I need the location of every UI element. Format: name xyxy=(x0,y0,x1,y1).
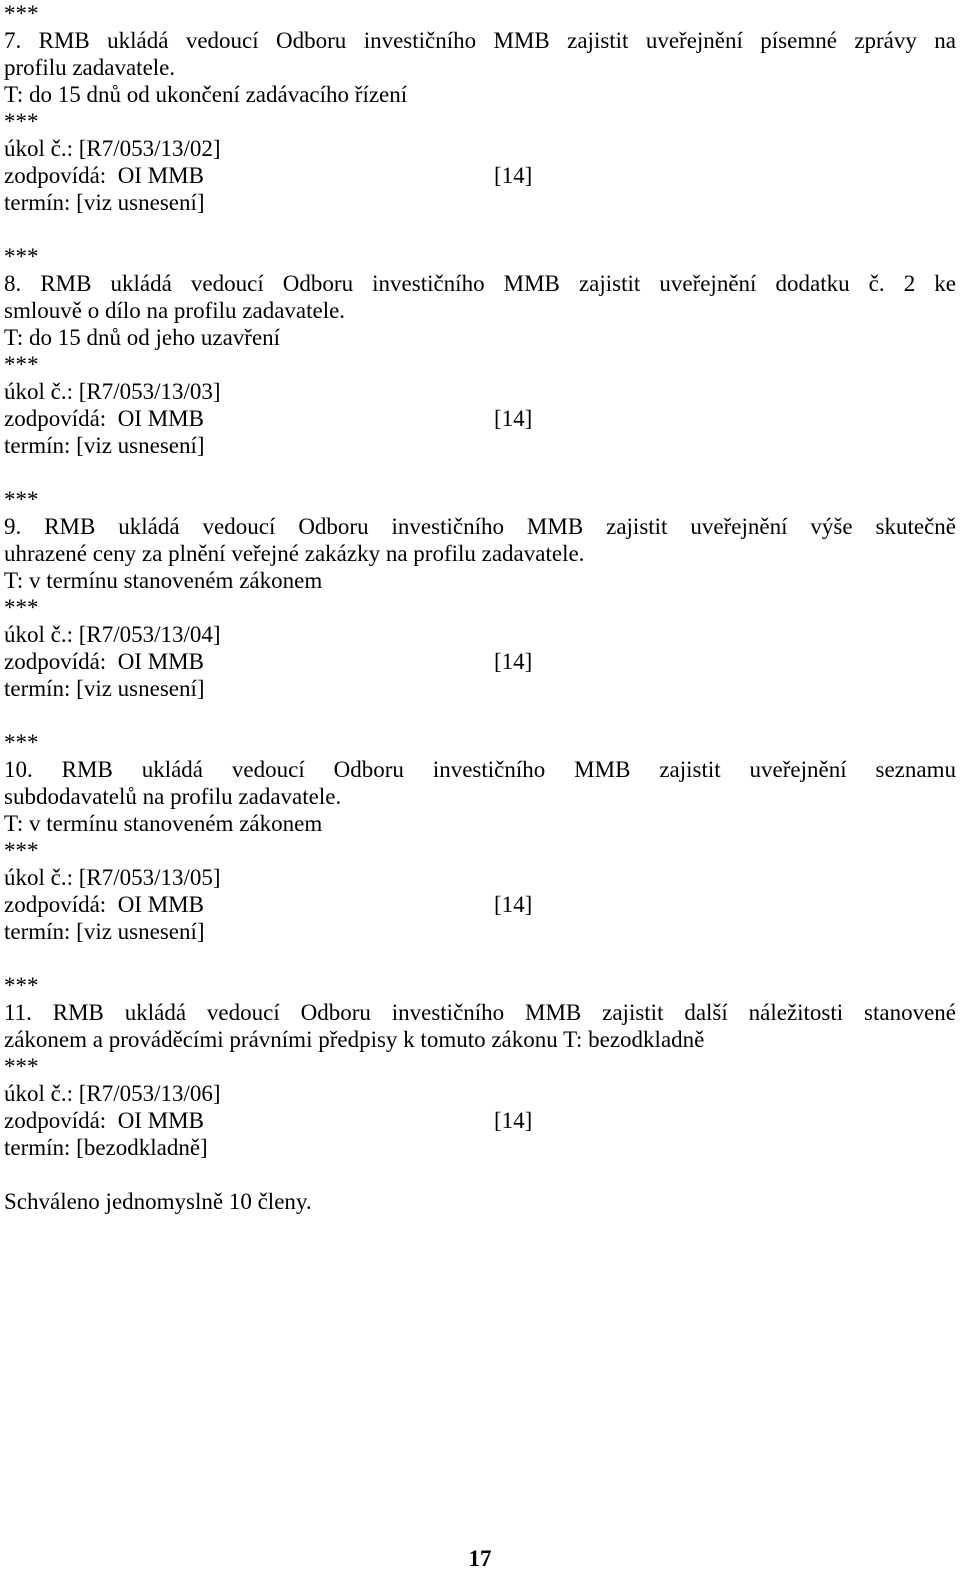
item-text-line-1: 10. RMB ukládá vedoucí Odboru investičního MMB zajistit uveřejnění seznamu xyxy=(4,757,956,782)
item-deadline: T: v termínu stanoveném zákonem xyxy=(4,811,323,836)
task-number: úkol č.: [R7/053/13/06] xyxy=(4,1081,221,1106)
responsible: zodpovídá: OI MMB xyxy=(4,1108,204,1133)
responsible-row xyxy=(4,405,956,432)
separator-marker: *** xyxy=(4,109,39,134)
item-text-line-1: 8. RMB ukládá vedoucí Odboru investičního MMB zajistit uveřejnění dodatku č. 2 ke xyxy=(4,271,956,296)
item-text-line-2: subdodavatelů na profilu zadavatele. xyxy=(4,784,342,809)
term: termín: [viz usnesení] xyxy=(4,919,205,944)
responsible-row xyxy=(4,162,956,189)
item-text-line-1: 11. RMB ukládá vedoucí Odboru investičního MMB zajistit další náležitosti stanovené xyxy=(4,1000,956,1025)
responsible: zodpovídá: OI MMB xyxy=(4,163,204,188)
term: termín: [bezodkladně] xyxy=(4,1135,208,1160)
task-number: úkol č.: [R7/053/13/02] xyxy=(4,136,221,161)
responsible-row xyxy=(4,648,956,675)
item-deadline: T: v termínu stanoveném zákonem xyxy=(4,568,323,593)
task-number: úkol č.: [R7/053/13/04] xyxy=(4,622,221,647)
item-text-line-1: 7. RMB ukládá vedoucí Odboru investičního MMB zajistit uveřejnění písemné zprávy na xyxy=(4,28,956,53)
responsible-row xyxy=(4,891,956,918)
separator-marker: *** xyxy=(4,1054,39,1079)
item-text-line-1: 9. RMB ukládá vedoucí Odboru investičního MMB zajistit uveřejnění výše skutečně xyxy=(4,514,956,539)
item-deadline: T: do 15 dnů od ukončení zadávacího řízení xyxy=(4,82,408,107)
resolution-item-11 xyxy=(4,972,956,1161)
separator-marker: *** xyxy=(4,1,39,26)
resolution-item-10 xyxy=(4,729,956,945)
separator-marker: *** xyxy=(4,244,39,269)
separator-marker: *** xyxy=(4,487,39,512)
responsible-code: [14] xyxy=(494,649,533,674)
task-number: úkol č.: [R7/053/13/03] xyxy=(4,379,221,404)
resolution-item-9 xyxy=(4,486,956,702)
responsible-code: [14] xyxy=(494,892,533,917)
resolution-item-8 xyxy=(4,243,956,459)
responsible-row xyxy=(4,1107,956,1134)
item-text-line-2: uhrazené ceny za plnění veřejné zakázky na profilu zadavatele. xyxy=(4,541,585,566)
responsible: zodpovídá: OI MMB xyxy=(4,406,204,431)
separator-marker: *** xyxy=(4,352,39,377)
item-deadline: T: do 15 dnů od jeho uzavření xyxy=(4,325,281,350)
item-text-line-2: zákonem a prováděcími právními předpisy k tomuto zákonu T: bezodkladně xyxy=(4,1027,705,1052)
item-text-line-2: profilu zadavatele. xyxy=(4,55,176,80)
task-number: úkol č.: [R7/053/13/05] xyxy=(4,865,221,890)
separator-marker: *** xyxy=(4,838,39,863)
separator-marker: *** xyxy=(4,595,39,620)
term: termín: [viz usnesení] xyxy=(4,676,205,701)
responsible-code: [14] xyxy=(494,163,533,188)
separator-marker: *** xyxy=(4,973,39,998)
responsible-code: [14] xyxy=(494,406,533,431)
term: termín: [viz usnesení] xyxy=(4,433,205,458)
responsible: zodpovídá: OI MMB xyxy=(4,649,204,674)
resolution-item-7 xyxy=(4,27,956,216)
responsible: zodpovídá: OI MMB xyxy=(4,892,204,917)
page-number: 17 xyxy=(468,1546,492,1571)
responsible-code: [14] xyxy=(494,1108,533,1133)
approval-note: Schváleno jednomyslně 10 členy. xyxy=(4,1189,312,1214)
document-page xyxy=(4,0,956,1215)
item-text-line-2: smlouvě o dílo na profilu zadavatele. xyxy=(4,298,346,323)
term: termín: [viz usnesení] xyxy=(4,190,205,215)
separator-marker: *** xyxy=(4,730,39,755)
